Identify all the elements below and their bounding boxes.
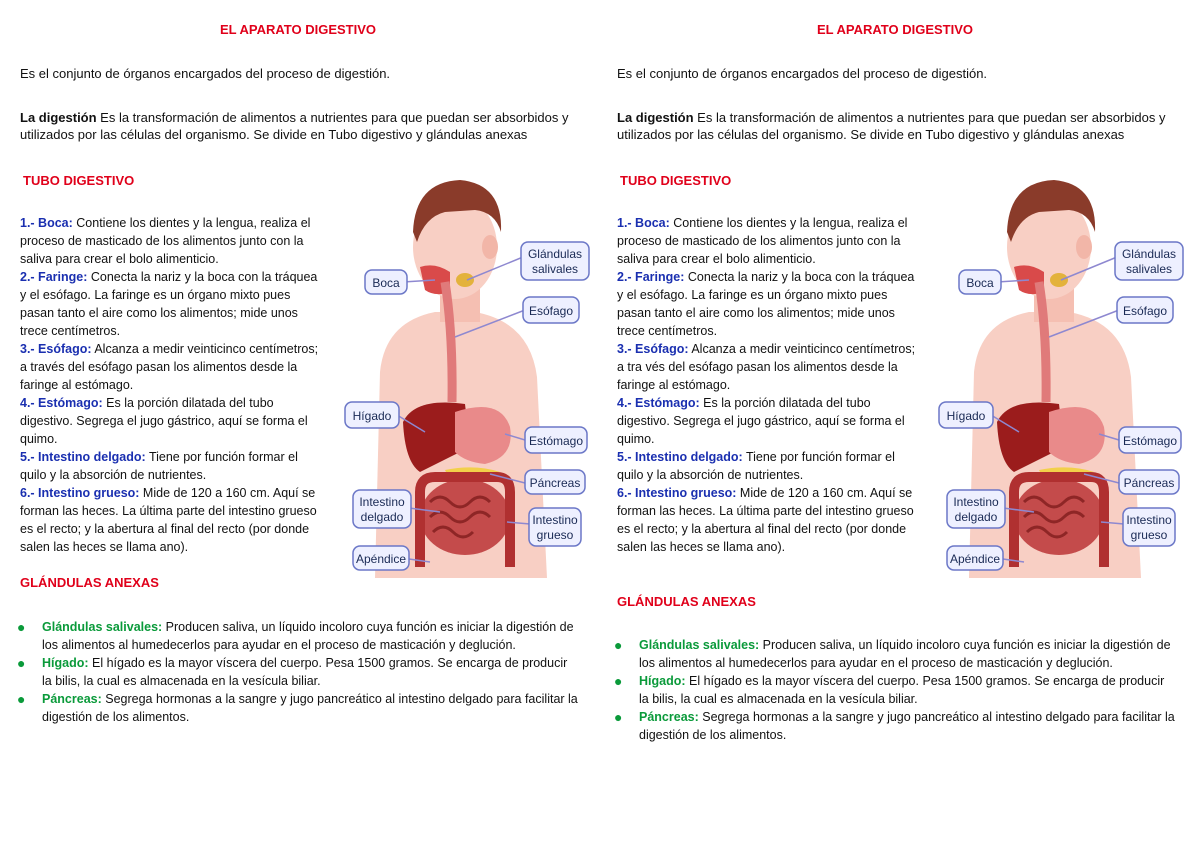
definition-term: La digestión bbox=[20, 110, 97, 125]
intro-paragraph: Es el conjunto de órganos encargados del proceso de digestión. bbox=[617, 66, 988, 81]
digestive-system-illustration bbox=[919, 172, 1178, 578]
definition-text: Es la transformación de alimentos a nutrientes para que puedan ser absorbidos y utilizados por las células del organismo. Se divide en Tubo digestivo y glándulas anexas bbox=[20, 110, 569, 142]
list-item: 6.- Intestino grueso: Mide de 120 a 160 cm. Aquí se forman las heces. La última parte del intestino grueso es el recto; y la abertura al final del recto (por donde salen las heces se llama ano). bbox=[20, 486, 317, 554]
label-apendice: Apéndice bbox=[355, 552, 407, 566]
label-intestino-grueso-2: grueso bbox=[536, 528, 574, 542]
label-intestino-delgado-2: delgado bbox=[954, 510, 998, 524]
list-item: 1.- Boca: Contiene los dientes y la lengua, realiza el proceso de masticado de los alimentos junto con la saliva para crear el bolo alimenticio. bbox=[20, 216, 311, 266]
right-page bbox=[614, 0, 1178, 849]
label-glandulas-2: salivales bbox=[531, 262, 579, 276]
digestive-system-illustration bbox=[325, 172, 584, 578]
bullet-icon: ● bbox=[17, 691, 26, 707]
label-pancreas: Páncreas bbox=[1123, 476, 1175, 490]
list-item: 3.- Esófago: Alcanza a medir veinticinco centímetros; a través del esófago pasan los alimentos desde la faringe al estómago. bbox=[20, 342, 319, 392]
bullet-icon: ● bbox=[17, 655, 26, 671]
label-estomago: Estómago bbox=[1122, 434, 1178, 448]
label-higado: Hígado bbox=[352, 409, 392, 423]
definition-text: Es la transformación de alimentos a nutrientes para que puedan ser absorbidos y utilizados por las células del organismo. Se divide en Tubo digestivo y glándulas anexas bbox=[617, 110, 1166, 142]
bullet-icon: ● bbox=[614, 709, 623, 725]
label-glandulas-1: Glándulas bbox=[1121, 247, 1177, 261]
glandulas-list bbox=[614, 636, 1177, 744]
glandulas-anexas-heading: GLÁNDULAS ANEXAS bbox=[20, 575, 159, 590]
digestive-system-figure bbox=[325, 172, 584, 578]
label-intestino-delgado-1: Intestino bbox=[953, 495, 999, 509]
intro-paragraph: Es el conjunto de órganos encargados del proceso de digestión. bbox=[20, 66, 391, 81]
glandulas-anexas-heading: GLÁNDULAS ANEXAS bbox=[617, 594, 756, 609]
label-intestino-grueso-2: grueso bbox=[1130, 528, 1168, 542]
list-item: 1.- Boca: Contiene los dientes y la lengua, realiza el proceso de masticado de los alimentos junto con la saliva para crear el bolo alimenticio. bbox=[617, 216, 908, 266]
tubo-items-list bbox=[617, 214, 917, 556]
list-item: 6.- Intestino grueso: Mide de 120 a 160 cm. Aquí se forman las heces. La última parte del intestino grueso es el recto; y la abertura al final del recto (por donde salen las heces se llama ano). bbox=[617, 486, 914, 554]
label-apendice: Apéndice bbox=[949, 552, 1001, 566]
list-item: ● Hígado: El hígado es la mayor víscera del cuerpo. Pesa 1500 gramos. Se encarga de producir la bilis, la cual es almacenada en la vesícula biliar. bbox=[614, 673, 1165, 706]
label-intestino-delgado-2: delgado bbox=[360, 510, 404, 524]
bullet-icon: ● bbox=[614, 673, 623, 689]
label-boca: Boca bbox=[372, 276, 400, 290]
list-item: 2.- Faringe: Conecta la nariz y la boca con la tráquea y el esófago. La faringe es un órgano mixto pues pasan tanto el aire como los alimentos; mide unos trece centímetros. bbox=[20, 270, 318, 338]
tubo-digestivo-heading: TUBO DIGESTIVO bbox=[620, 173, 732, 188]
list-item: 4.- Estómago: Es la porción dilatada del tubo digestivo. Segrega el jugo gástrico, aquí se forma el quimo. bbox=[617, 396, 905, 446]
definition-term: La digestión bbox=[617, 110, 694, 125]
left-page bbox=[17, 0, 584, 849]
label-intestino-grueso-1: Intestino bbox=[532, 513, 578, 527]
label-intestino-delgado-1: Intestino bbox=[359, 495, 405, 509]
bullet-icon: ● bbox=[614, 637, 623, 653]
tubo-items-list bbox=[20, 214, 320, 556]
list-item: 5.- Intestino delgado: Tiene por función formar el quilo y la absorción de nutrientes. bbox=[20, 450, 298, 482]
definition-paragraph bbox=[20, 109, 580, 143]
glandulas-list bbox=[17, 618, 580, 726]
list-item: ● Glándulas salivales: Producen saliva, un líquido incoloro cuya función es iniciar la digestión de los alimentos al humedecerlos para ayudar en el proceso de masticación y deglución. bbox=[614, 637, 1171, 670]
list-item: 5.- Intestino delgado: Tiene por función formar el quilo y la absorción de nutrientes. bbox=[617, 450, 895, 482]
label-boca: Boca bbox=[966, 276, 994, 290]
label-pancreas: Páncreas bbox=[529, 476, 581, 490]
list-item: 3.- Esófago: Alcanza a medir veinticinco centímetros; a tra vés del esófago pasan los alimentos desde la faringe al estómago. bbox=[617, 342, 916, 392]
label-glandulas-1: Glándulas bbox=[527, 247, 583, 261]
list-item: 2.- Faringe: Conecta la nariz y la boca con la tráquea y el esófago. La faringe es un órgano mixto pues pasan tanto el aire como los alimentos; mide unos trece centímetros. bbox=[617, 270, 915, 338]
list-item: ● Páncreas: Segrega hormonas a la sangre y jugo pancreático al intestino delgado para facilitar la digestión de los alimentos. bbox=[17, 691, 578, 724]
list-item: ● Glándulas salivales: Producen saliva, un líquido incoloro cuya función es iniciar la digestión de los alimentos al humedecerlos para ayudar en el proceso de masticación y deglución. bbox=[17, 619, 574, 652]
label-esofago: Esófago bbox=[1122, 304, 1168, 318]
bullet-icon: ● bbox=[17, 619, 26, 635]
definition-paragraph bbox=[617, 109, 1177, 143]
digestive-system-figure bbox=[919, 172, 1178, 578]
page-title: EL APARATO DIGESTIVO bbox=[219, 22, 377, 37]
label-higado: Hígado bbox=[946, 409, 986, 423]
list-item: ● Páncreas: Segrega hormonas a la sangre y jugo pancreático al intestino delgado para facilitar la digestión de los alimentos. bbox=[614, 709, 1175, 742]
page-title: EL APARATO DIGESTIVO bbox=[816, 22, 974, 37]
tubo-digestivo-heading: TUBO DIGESTIVO bbox=[23, 173, 135, 188]
label-estomago: Estómago bbox=[528, 434, 584, 448]
list-item: ● Hígado: El hígado es la mayor víscera del cuerpo. Pesa 1500 gramos. Se encarga de producir la bilis, la cual es almacenada en la vesícula biliar. bbox=[17, 655, 568, 688]
list-item: 4.- Estómago: Es la porción dilatada del tubo digestivo. Segrega el jugo gástrico, aquí se forma el quimo. bbox=[20, 396, 308, 446]
label-intestino-grueso-1: Intestino bbox=[1126, 513, 1172, 527]
label-glandulas-2: salivales bbox=[1125, 262, 1173, 276]
label-esofago: Esófago bbox=[528, 304, 574, 318]
